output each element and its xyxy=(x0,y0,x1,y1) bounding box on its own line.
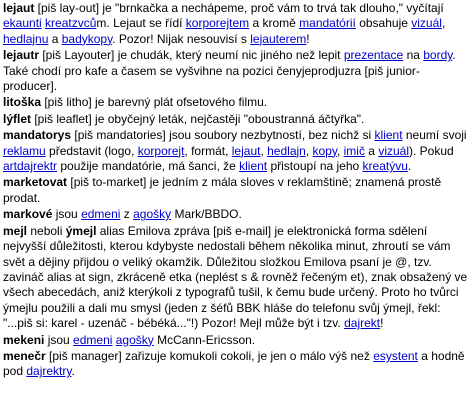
glossary-link[interactable]: lejaut xyxy=(231,143,261,158)
definition-text: představit (logo, xyxy=(45,143,138,158)
definition-text: ). Pokud xyxy=(409,143,454,158)
definition-text: [piš to-market] je jedním z mála sloves v reklamštině; znamená prostě prodat. xyxy=(3,175,442,205)
definition-text: ! xyxy=(380,316,384,331)
definition-text: alias Emilova zpráva [piš e-mail] je elektronická forma sdělení nejvyšší důležitosti, kterou kdybyste nedostali během několika minut, zhroutí se vám svět a dějiny přijdou o veliký okamžik. Důležitou složkou Emilova psaní je @, tzv. zavináč alias at sign, zkráceně etka (neplést s & rovněž řečeným et), znak obsažený ve všech abecedách, aniž kterýkoli z typografů tušil, k čemu bude určený. Proto ho tvůrci ýmejlu použili a dali mu smysl (jeden z šéfů BBK hláše do telefonu svůj ýmejl, řekl: "...piš si: karel - uzenáč - bébéká..."!) Pozor! Mejl může být i tzv. xyxy=(3,223,468,331)
definition-text: a hodně pod xyxy=(3,348,465,379)
glossary-link[interactable]: badykopy xyxy=(61,31,113,46)
glossary-link[interactable]: vizuál xyxy=(378,143,409,158)
entry-mekeni xyxy=(3,333,469,348)
headword: lejaut xyxy=(3,1,35,15)
glossary-link[interactable]: agošky xyxy=(133,207,172,222)
definition-text: a xyxy=(364,143,379,158)
definition-text: . xyxy=(407,159,412,174)
headword: mejl xyxy=(3,223,28,238)
headword: menečr xyxy=(3,348,46,363)
definition-text: [piš manager] zařizuje komukoli cokoli, je jen o málo výš než xyxy=(45,348,374,363)
headword: litoška xyxy=(3,95,42,110)
glossary-link[interactable]: klient xyxy=(374,128,403,143)
definition-text: ! xyxy=(306,31,310,46)
headword: markové xyxy=(3,207,53,222)
definition-text: , xyxy=(305,143,313,158)
headword: lýflet xyxy=(3,111,32,126)
glossary-link[interactable]: prezentace xyxy=(343,48,404,63)
definition-text: obsahuje xyxy=(355,16,412,31)
entry-lyflet xyxy=(3,112,469,127)
definition-text: neumí svoji xyxy=(402,128,467,143)
entry-markove xyxy=(3,207,469,222)
definition-text: , formát, xyxy=(184,143,232,158)
entry-litoska xyxy=(3,95,469,110)
glossary-link[interactable]: agošky xyxy=(115,332,154,347)
definition-text: . Pozor! Nijak nesouvisí s xyxy=(112,31,251,46)
definition-text: z xyxy=(120,207,134,222)
glossary-link[interactable]: dajrektry xyxy=(26,364,72,379)
definition-text: na xyxy=(403,48,424,63)
glossary-link[interactable]: reklamu xyxy=(3,143,46,158)
definition-text: [piš mandatories] jsou soubory nezbytností, bez nichž si xyxy=(71,128,375,143)
definition-text: jsou xyxy=(44,332,74,347)
glossary-link[interactable]: klient xyxy=(239,159,268,174)
glossary-link[interactable]: imič xyxy=(343,143,365,158)
glossary-link[interactable]: mandatórií xyxy=(299,16,356,31)
definition-text: , xyxy=(441,16,446,31)
definition-text: přistoupí na jeho xyxy=(267,159,363,174)
definition-text: [piš lay-out] je "brnkačka a nechápeme, proč vám to trvá tak dlouho," vyčítají xyxy=(34,1,444,15)
glossary-link[interactable]: korporejt xyxy=(137,143,185,158)
headword: marketovat xyxy=(3,175,68,190)
definition-text: neboli xyxy=(27,223,66,238)
glossary-link[interactable]: bordy xyxy=(423,48,453,63)
glossary-link[interactable]: esystent xyxy=(373,348,418,363)
headword: ýmejl xyxy=(65,223,97,238)
glossary-link[interactable]: vizuál xyxy=(411,16,442,31)
glossary-link[interactable]: hedlajn xyxy=(267,143,306,158)
entry-mandatorys xyxy=(3,128,469,174)
glossary-link[interactable]: edmeni xyxy=(81,207,121,222)
entry-lejautr xyxy=(3,48,469,94)
definition-text: Mark/BBDO. xyxy=(171,207,242,222)
entry-mejl xyxy=(3,224,469,332)
definition-text: m. Lejaut se řídí xyxy=(96,16,186,31)
glossary-link[interactable]: dajrekt xyxy=(344,316,381,331)
definition-text: . xyxy=(71,364,75,379)
glossary-link[interactable]: ekaunti xyxy=(3,16,42,31)
headword: mekeni xyxy=(3,332,45,347)
definition-text: , xyxy=(260,143,268,158)
definition-text: a kromě xyxy=(249,16,300,31)
definition-text: použije mandatórie, má šanci, že xyxy=(57,159,240,174)
entry-lejaut xyxy=(3,1,469,47)
entry-marketovat xyxy=(3,175,469,206)
glossary-link[interactable]: artdajrektr xyxy=(3,159,58,174)
glossary-link[interactable]: korporejtem xyxy=(185,16,250,31)
definition-text: jsou xyxy=(52,207,82,222)
glossary-link[interactable]: edmeni xyxy=(73,332,113,347)
glossary-link[interactable]: lejauterem xyxy=(250,31,307,46)
headword: mandatorys xyxy=(3,128,72,143)
glossary-link[interactable]: kopy xyxy=(312,143,337,158)
definition-text: [piš Layouter] je chudák, který neumí nic jiného než lepit xyxy=(39,48,344,63)
headword: lejautr xyxy=(3,48,40,63)
definition-text: McCann-Ericsson. xyxy=(153,332,256,347)
glossary-link[interactable]: kreatzvců xyxy=(45,16,97,31)
definition-text: , xyxy=(336,143,344,158)
definition-text: [piš litho] je barevný plát ofsetového filmu. xyxy=(41,95,268,110)
definition-text: a xyxy=(48,31,62,46)
glossary-link[interactable]: kreatývu xyxy=(362,159,408,174)
definition-text: [piš leaflet] je obyčejný leták, nejčastěji "oboustranná áčtyřka". xyxy=(31,111,365,126)
entry-menecr xyxy=(3,349,469,380)
glossary-link[interactable]: hedlajnu xyxy=(3,31,49,46)
definition-text: . Také chodí pro kafe a časem se vyšvihne na pozici čenyjeprodjuzra [piš junior-producer]. xyxy=(3,48,456,94)
